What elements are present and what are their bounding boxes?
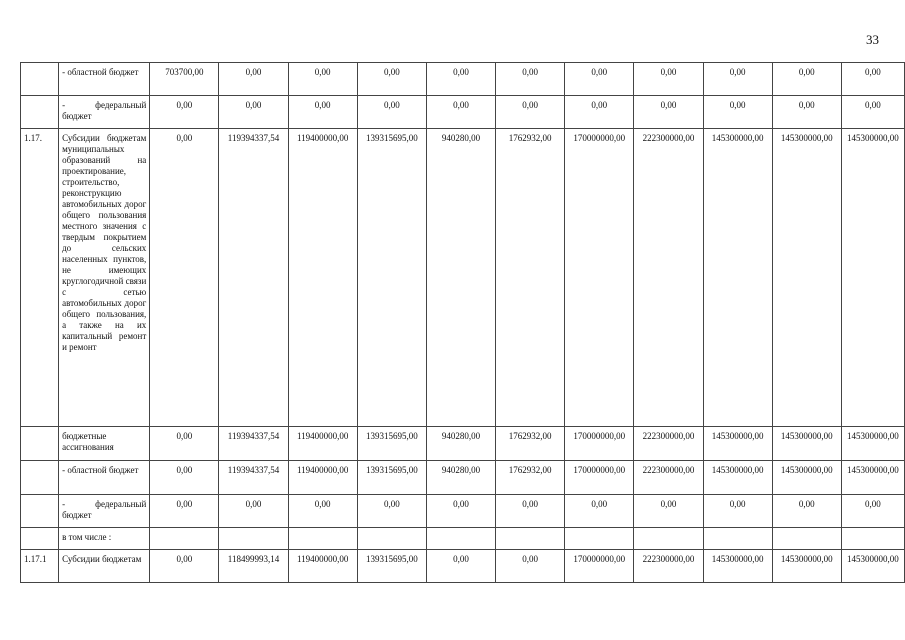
- value-cell: 222300000,00: [634, 550, 703, 583]
- budget-table-body: [21, 63, 905, 583]
- value-cell: 0,00: [634, 495, 703, 528]
- table-row: [21, 427, 905, 461]
- value-cell: [219, 528, 288, 550]
- row-name-cell: в том числе :: [59, 528, 150, 550]
- value-cell: 170000000,00: [565, 427, 634, 461]
- row-number-cell: 1.17.: [21, 129, 59, 427]
- row-number-cell: [21, 63, 59, 96]
- value-cell: 0,00: [150, 129, 219, 427]
- value-cell: [841, 528, 904, 550]
- value-cell: 145300000,00: [841, 461, 904, 495]
- value-cell: 0,00: [357, 495, 426, 528]
- value-cell: 0,00: [426, 96, 495, 129]
- value-cell: 0,00: [496, 550, 565, 583]
- value-cell: 0,00: [426, 63, 495, 96]
- value-cell: 940280,00: [426, 427, 495, 461]
- value-cell: 0,00: [634, 63, 703, 96]
- row-name-cell: бюджетные ассигнования: [59, 427, 150, 461]
- value-cell: 0,00: [288, 96, 357, 129]
- value-cell: [288, 528, 357, 550]
- value-cell: 145300000,00: [841, 129, 904, 427]
- value-cell: 1762932,00: [496, 129, 565, 427]
- value-cell: 940280,00: [426, 129, 495, 427]
- value-cell: 145300000,00: [841, 427, 904, 461]
- value-cell: [772, 528, 841, 550]
- value-cell: 1762932,00: [496, 461, 565, 495]
- value-cell: 0,00: [357, 96, 426, 129]
- table-row: [21, 129, 905, 427]
- row-name-cell: - федеральный бюджет: [59, 495, 150, 528]
- value-cell: 703700,00: [150, 63, 219, 96]
- value-cell: 119400000,00: [288, 427, 357, 461]
- value-cell: 0,00: [150, 495, 219, 528]
- value-cell: 145300000,00: [841, 550, 904, 583]
- value-cell: 222300000,00: [634, 129, 703, 427]
- value-cell: 0,00: [841, 495, 904, 528]
- value-cell: 139315695,00: [357, 129, 426, 427]
- value-cell: 0,00: [565, 63, 634, 96]
- value-cell: 145300000,00: [772, 427, 841, 461]
- value-cell: 0,00: [426, 495, 495, 528]
- row-number-cell: 1.17.1: [21, 550, 59, 583]
- value-cell: 0,00: [703, 63, 772, 96]
- value-cell: 0,00: [496, 495, 565, 528]
- row-name-cell: - областной бюджет: [59, 461, 150, 495]
- value-cell: 0,00: [288, 63, 357, 96]
- table-row: [21, 461, 905, 495]
- table-row: [21, 528, 905, 550]
- page-number: 33: [866, 32, 879, 47]
- value-cell: 119400000,00: [288, 129, 357, 427]
- value-cell: 0,00: [150, 96, 219, 129]
- value-cell: 0,00: [219, 63, 288, 96]
- row-number-cell: [21, 427, 59, 461]
- value-cell: 0,00: [496, 96, 565, 129]
- value-cell: 1762932,00: [496, 427, 565, 461]
- value-cell: 0,00: [496, 63, 565, 96]
- row-number-cell: [21, 528, 59, 550]
- table-row: [21, 63, 905, 96]
- value-cell: 119394337,54: [219, 427, 288, 461]
- value-cell: 118499993,14: [219, 550, 288, 583]
- value-cell: 119400000,00: [288, 461, 357, 495]
- value-cell: 145300000,00: [703, 550, 772, 583]
- value-cell: 145300000,00: [703, 129, 772, 427]
- value-cell: 0,00: [150, 461, 219, 495]
- table-row: [21, 96, 905, 129]
- value-cell: [496, 528, 565, 550]
- value-cell: 139315695,00: [357, 461, 426, 495]
- value-cell: 0,00: [150, 427, 219, 461]
- value-cell: 139315695,00: [357, 550, 426, 583]
- value-cell: [634, 528, 703, 550]
- value-cell: 119394337,54: [219, 461, 288, 495]
- value-cell: 0,00: [841, 96, 904, 129]
- row-name-cell: Субсидии бюджетам муниципальных образований на проектирование, строительство, реконструкцию автомобильных дорог общего пользования местного значения с твердым покрытием до сельских населенных пунктов, не имеющих круглогодичной связи с сетью автомобильных дорог общего пользования, а также на их капитальный ремонт и ремонт: [59, 129, 150, 427]
- value-cell: 0,00: [426, 550, 495, 583]
- value-cell: 0,00: [219, 495, 288, 528]
- value-cell: 0,00: [703, 495, 772, 528]
- value-cell: 0,00: [772, 495, 841, 528]
- value-cell: 145300000,00: [703, 427, 772, 461]
- value-cell: 0,00: [772, 63, 841, 96]
- value-cell: 0,00: [357, 63, 426, 96]
- value-cell: 940280,00: [426, 461, 495, 495]
- value-cell: 222300000,00: [634, 427, 703, 461]
- value-cell: 139315695,00: [357, 427, 426, 461]
- value-cell: 145300000,00: [772, 550, 841, 583]
- value-cell: [357, 528, 426, 550]
- value-cell: 119400000,00: [288, 550, 357, 583]
- row-name-cell: - областной бюджет: [59, 63, 150, 96]
- row-number-cell: [21, 495, 59, 528]
- value-cell: [703, 528, 772, 550]
- table-row: [21, 495, 905, 528]
- value-cell: 0,00: [703, 96, 772, 129]
- value-cell: 0,00: [772, 96, 841, 129]
- value-cell: [565, 528, 634, 550]
- table-row: [21, 550, 905, 583]
- row-number-cell: [21, 461, 59, 495]
- value-cell: 145300000,00: [772, 461, 841, 495]
- row-name-cell: - федеральный бюджет: [59, 96, 150, 129]
- value-cell: 0,00: [841, 63, 904, 96]
- value-cell: 0,00: [565, 495, 634, 528]
- budget-table: [20, 62, 905, 583]
- row-name-cell: Субсидии бюджетам: [59, 550, 150, 583]
- value-cell: 0,00: [288, 495, 357, 528]
- value-cell: 119394337,54: [219, 129, 288, 427]
- row-number-cell: [21, 96, 59, 129]
- value-cell: [426, 528, 495, 550]
- value-cell: 170000000,00: [565, 550, 634, 583]
- value-cell: 0,00: [150, 550, 219, 583]
- value-cell: 170000000,00: [565, 129, 634, 427]
- value-cell: 0,00: [634, 96, 703, 129]
- value-cell: [150, 528, 219, 550]
- value-cell: 0,00: [565, 96, 634, 129]
- value-cell: 145300000,00: [772, 129, 841, 427]
- value-cell: 170000000,00: [565, 461, 634, 495]
- value-cell: 222300000,00: [634, 461, 703, 495]
- value-cell: 145300000,00: [703, 461, 772, 495]
- value-cell: 0,00: [219, 96, 288, 129]
